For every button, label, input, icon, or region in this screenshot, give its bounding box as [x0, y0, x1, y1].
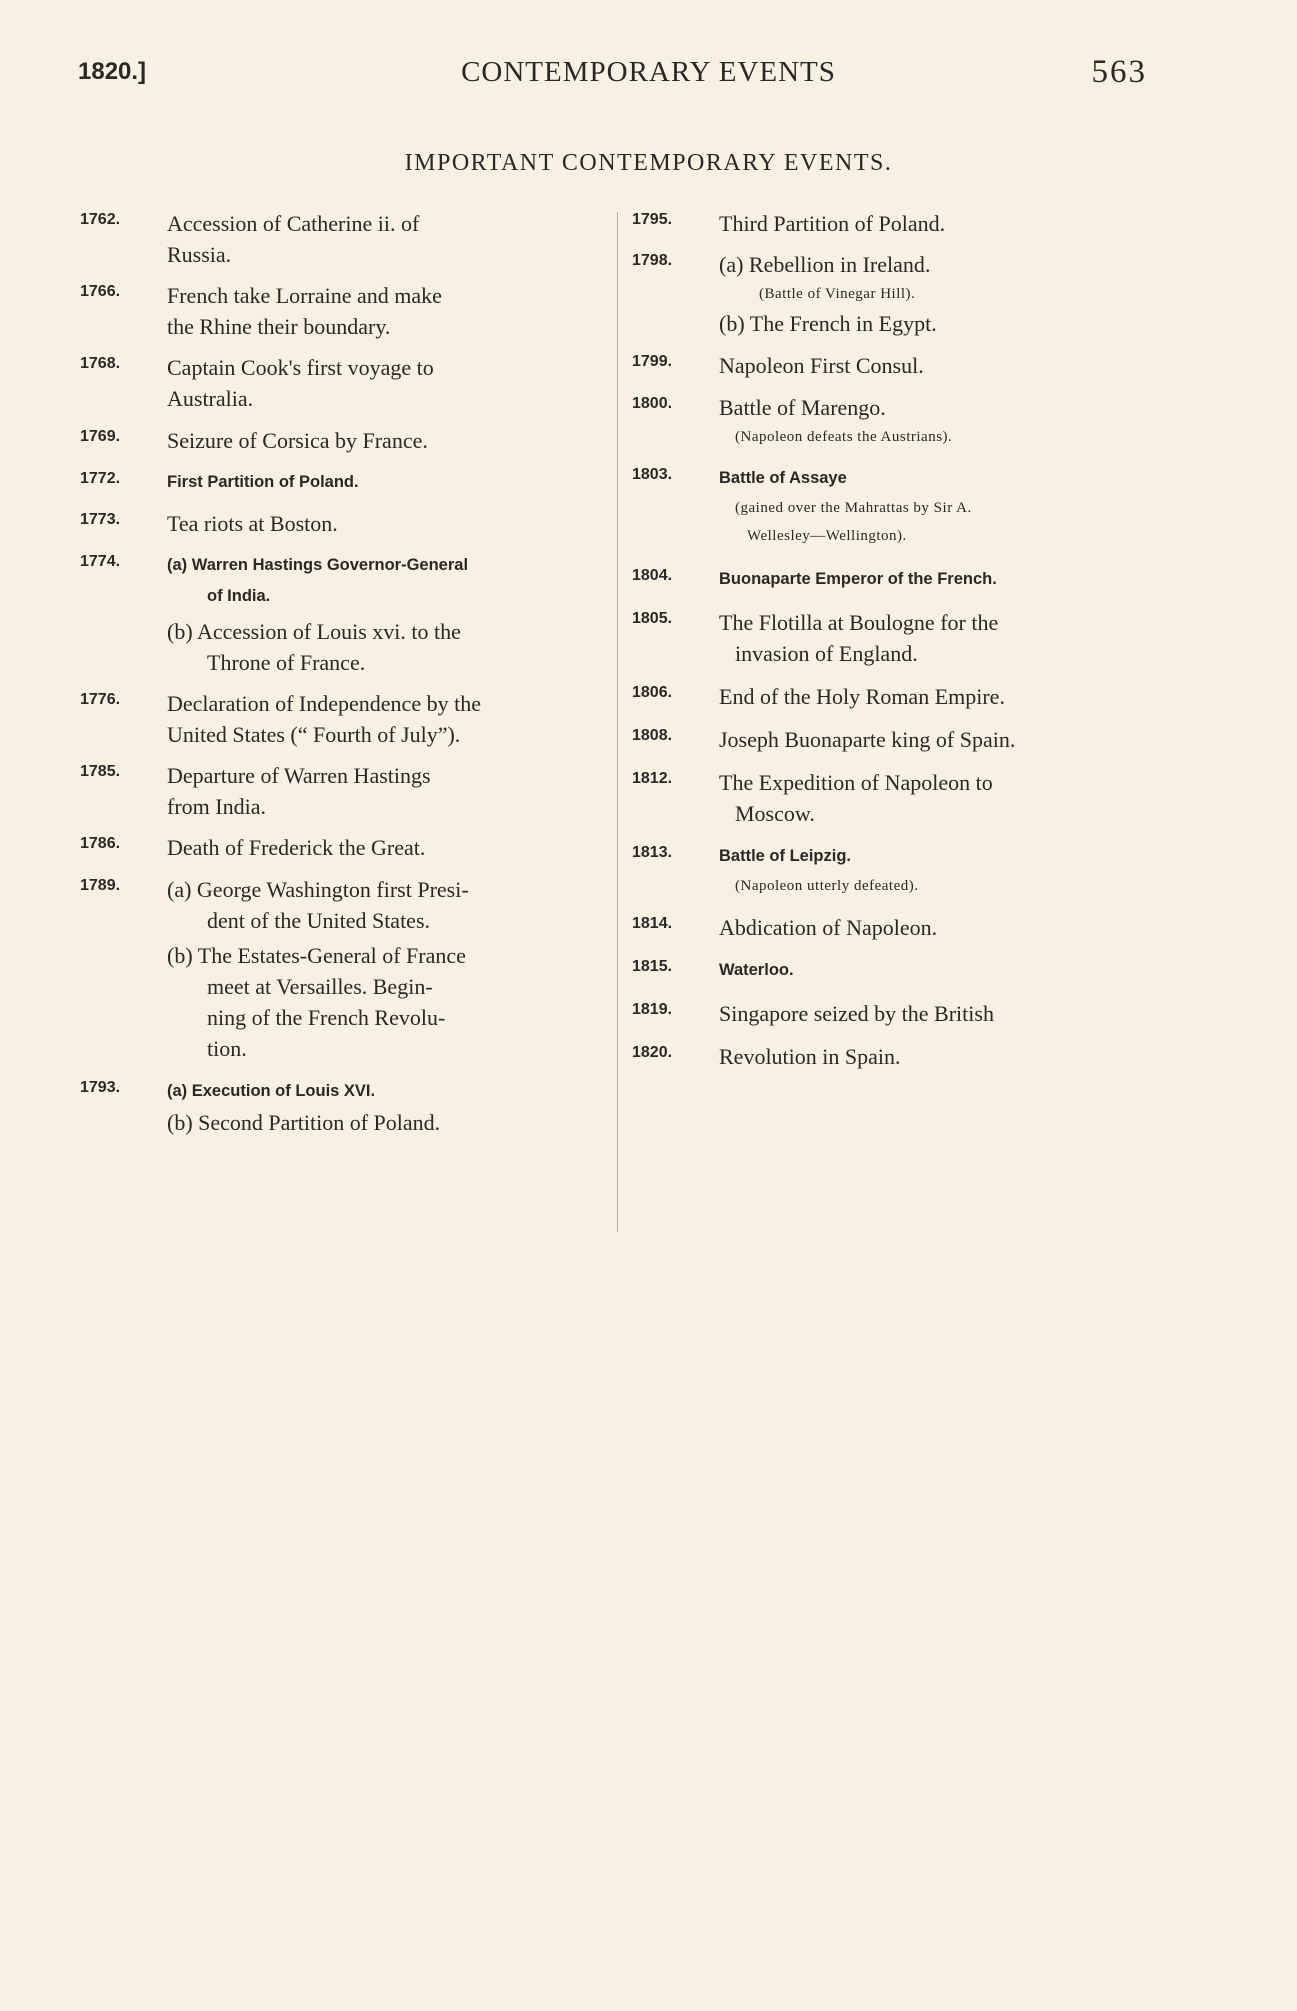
- event-entry: [80, 508, 600, 539]
- page-number: 563: [1091, 54, 1147, 90]
- event-text-a: (a) Execution of Louis XVI.: [167, 1082, 376, 1100]
- event-text: the Rhine their boundary.: [167, 314, 391, 339]
- event-text-b: (b) Second Partition of Poland.: [167, 1110, 441, 1135]
- event-entry: [632, 392, 1152, 451]
- event-year: 1769.: [80, 428, 121, 445]
- event-text-a: dent of the United States.: [207, 908, 431, 933]
- event-year: 1776.: [80, 691, 121, 708]
- event-year: 1820.: [632, 1044, 673, 1061]
- event-year: 1762.: [80, 211, 121, 228]
- event-text: Russia.: [167, 242, 232, 267]
- event-entry: [632, 1041, 1152, 1072]
- event-note: (Battle of Vinegar Hill).: [759, 286, 916, 302]
- event-entry: [632, 955, 1152, 986]
- event-entry: [80, 1076, 600, 1138]
- column-divider: [617, 212, 618, 1232]
- event-text-b: ning of the French Revolu-: [207, 1005, 446, 1030]
- event-text: Moscow.: [735, 801, 815, 826]
- event-text: from India.: [167, 794, 266, 819]
- event-entry: [632, 607, 1152, 669]
- event-text: Waterloo.: [719, 961, 794, 979]
- event-entry: [80, 280, 600, 342]
- event-year: 1772.: [80, 470, 121, 487]
- event-year: 1805.: [632, 610, 673, 627]
- event-year: 1819.: [632, 1001, 673, 1018]
- event-text: French take Lorraine and make: [167, 283, 442, 308]
- event-entry: [632, 208, 1152, 239]
- event-text: Singapore seized by the British: [719, 1001, 994, 1026]
- event-entry: [632, 681, 1152, 712]
- event-entry: [80, 688, 600, 750]
- event-entry: [80, 208, 600, 270]
- event-text: Departure of Warren Hastings: [167, 763, 431, 788]
- event-text: Australia.: [167, 386, 254, 411]
- event-year: 1768.: [80, 355, 121, 372]
- event-entry: [80, 352, 600, 414]
- event-text: Battle of Marengo.: [719, 395, 886, 420]
- event-year: 1795.: [632, 211, 673, 228]
- event-text: Death of Frederick the Great.: [167, 835, 426, 860]
- running-head-date: 1820.]: [78, 58, 147, 85]
- event-text: Accession of Catherine ii. of: [167, 211, 420, 236]
- event-text: Captain Cook's first voyage to: [167, 355, 434, 380]
- event-text: Revolution in Spain.: [719, 1044, 901, 1069]
- event-year: 1814.: [632, 915, 673, 932]
- event-entry: [632, 841, 1152, 900]
- event-entry: [632, 767, 1152, 829]
- event-text: United States (“ Fourth of July”).: [167, 722, 461, 747]
- right-column: [632, 208, 1152, 1072]
- event-text: Third Partition of Poland.: [719, 211, 946, 236]
- event-year: 1803.: [632, 466, 673, 483]
- event-note: Wellesley—Wellington).: [747, 528, 907, 544]
- event-text-a: (a) George Washington first Presi-: [167, 877, 469, 902]
- event-year: 1774.: [80, 553, 121, 570]
- running-head-title: CONTEMPORARY EVENTS: [461, 56, 836, 88]
- event-text: Battle of Leipzig.: [719, 847, 851, 865]
- event-year: 1804.: [632, 567, 673, 584]
- section-title: IMPORTANT CONTEMPORARY EVENTS.: [404, 150, 893, 176]
- event-text: The Expedition of Napoleon to: [719, 770, 993, 795]
- event-text: invasion of England.: [735, 641, 918, 666]
- event-year: 1786.: [80, 835, 121, 852]
- event-year: 1799.: [632, 353, 673, 370]
- event-text: Seizure of Corsica by France.: [167, 428, 428, 453]
- event-text: The Flotilla at Boulogne for the: [719, 610, 999, 635]
- event-text-b: Throne of France.: [207, 650, 366, 675]
- event-entry: [632, 350, 1152, 381]
- event-text-a: (a) Warren Hastings Governor-General: [167, 556, 469, 574]
- event-text-b: (b) The Estates-General of France: [167, 943, 466, 968]
- event-text-b: meet at Versailles. Begin-: [207, 974, 433, 999]
- event-text: Joseph Buonaparte king of Spain.: [719, 727, 1016, 752]
- event-year: 1812.: [632, 770, 673, 787]
- event-entry: [632, 249, 1152, 339]
- event-year: 1800.: [632, 395, 673, 412]
- event-text: Tea riots at Boston.: [167, 511, 338, 536]
- event-text: Buonaparte Emperor of the French.: [719, 570, 997, 588]
- event-entry: [632, 463, 1152, 550]
- event-note: (Napoleon defeats the Austrians).: [735, 429, 953, 445]
- event-entry: [80, 760, 600, 822]
- event-year: 1798.: [632, 252, 673, 269]
- event-entry: [632, 998, 1152, 1029]
- event-entry: [80, 874, 600, 1064]
- event-year: 1785.: [80, 763, 121, 780]
- event-text: First Partition of Poland.: [167, 473, 359, 491]
- event-text-b: (b) The French in Egypt.: [719, 311, 937, 336]
- event-text-b: (b) Accession of Louis xvi. to the: [167, 619, 461, 644]
- event-text-a: (a) Rebellion in Ireland.: [719, 252, 931, 277]
- event-year: 1808.: [632, 727, 673, 744]
- event-entry: [632, 724, 1152, 755]
- event-year: 1815.: [632, 958, 673, 975]
- event-text: Declaration of Independence by the: [167, 691, 481, 716]
- event-text-a: of India.: [207, 587, 271, 605]
- event-year: 1793.: [80, 1079, 121, 1096]
- event-entry: [80, 550, 600, 678]
- event-year: 1813.: [632, 844, 673, 861]
- event-text: End of the Holy Roman Empire.: [719, 684, 1005, 709]
- event-entry: [80, 832, 600, 863]
- event-note: (Napoleon utterly defeated).: [735, 878, 919, 894]
- event-text: Napoleon First Consul.: [719, 353, 924, 378]
- left-column: [80, 208, 600, 1138]
- event-entry: [632, 912, 1152, 943]
- event-entry: [80, 425, 600, 456]
- event-text-b: tion.: [207, 1036, 247, 1061]
- event-year: 1773.: [80, 511, 121, 528]
- event-note: (gained over the Mahrattas by Sir A.: [735, 500, 972, 516]
- event-entry: [80, 467, 600, 498]
- event-text: Battle of Assaye: [719, 469, 847, 487]
- event-entry: [632, 564, 1152, 595]
- event-year: 1766.: [80, 283, 121, 300]
- running-head: [0, 52, 1297, 92]
- event-text: Abdication of Napoleon.: [719, 915, 938, 940]
- event-year: 1806.: [632, 684, 673, 701]
- event-year: 1789.: [80, 877, 121, 894]
